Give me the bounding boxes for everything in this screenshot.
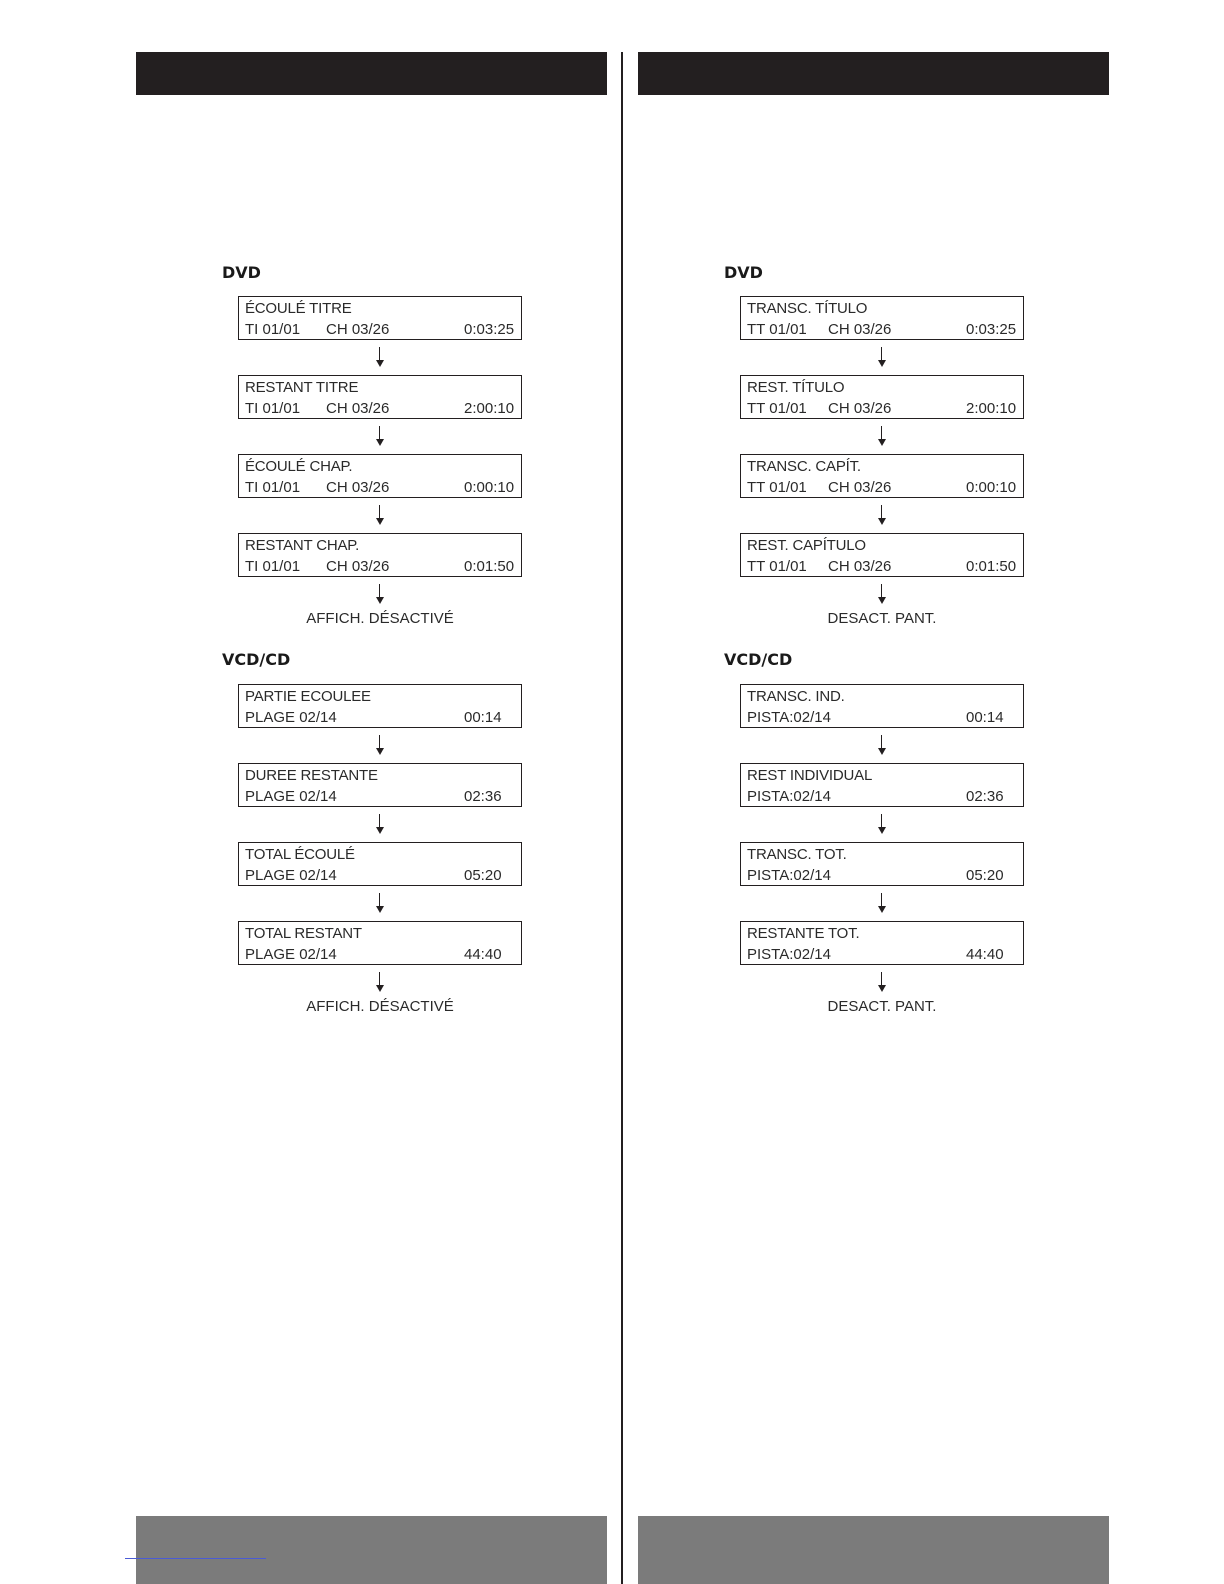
display-label: PARTIE ECOULEE	[245, 688, 371, 705]
vcd-heading: VCD/CD	[724, 650, 793, 669]
dvd-display-sequence	[238, 296, 523, 629]
display-time: 05:20	[966, 867, 1004, 884]
display-label: RESTANT TITRE	[245, 379, 359, 396]
down-arrow-icon	[238, 419, 522, 454]
display-time: 44:40	[464, 946, 502, 963]
down-arrow-icon	[238, 340, 522, 375]
down-arrow-icon	[740, 419, 1024, 454]
display-time: 0:01:50	[966, 558, 1017, 575]
down-arrow-icon	[740, 886, 1024, 921]
display-label: TRANSC. IND.	[747, 688, 845, 705]
display-label: TOTAL RESTANT	[245, 925, 362, 942]
display-box	[740, 296, 1024, 340]
display-track: TT 01/01	[747, 400, 807, 417]
display-track: TT 01/01	[747, 479, 807, 496]
display-box	[238, 921, 522, 965]
display-box	[740, 842, 1024, 886]
left-column	[222, 0, 642, 1100]
display-chapter: CH 03/26	[828, 321, 892, 338]
display-time: 0:03:25	[966, 321, 1017, 338]
display-track: TT 01/01	[747, 321, 807, 338]
down-arrow-icon	[238, 807, 522, 842]
display-label: ÉCOULÉ CHAP.	[245, 458, 353, 475]
down-arrow-icon	[238, 728, 522, 763]
dvd-heading: DVD	[222, 263, 261, 282]
display-time: 0:01:50	[464, 558, 515, 575]
down-arrow-icon	[740, 965, 1024, 1000]
footer-bar-left	[136, 1516, 607, 1584]
display-label: TRANSC. TOT.	[747, 846, 847, 863]
display-box	[740, 533, 1024, 577]
display-box	[740, 921, 1024, 965]
footer-bar-right	[638, 1516, 1109, 1584]
down-arrow-icon	[238, 498, 522, 533]
display-chapter: CH 03/26	[326, 321, 390, 338]
display-track: TI 01/01	[245, 321, 301, 338]
display-time: 02:36	[464, 788, 502, 805]
right-column	[724, 0, 1144, 1100]
down-arrow-icon	[740, 498, 1024, 533]
display-track: TI 01/01	[245, 400, 301, 417]
display-label: REST. TÍTULO	[747, 379, 845, 396]
display-off-label: AFFICH. DÉSACTIVÉ	[306, 610, 454, 627]
down-arrow-icon	[740, 577, 1024, 612]
display-chapter: CH 03/26	[828, 558, 892, 575]
display-off-label: DESACT. PANT.	[827, 610, 937, 627]
display-box	[238, 454, 522, 498]
down-arrow-icon	[238, 886, 522, 921]
display-time: 0:03:25	[464, 321, 515, 338]
display-time: 44:40	[966, 946, 1004, 963]
display-label: TOTAL ÉCOULÉ	[245, 846, 355, 863]
display-off-label: DESACT. PANT.	[827, 998, 937, 1015]
display-box	[238, 684, 522, 728]
down-arrow-icon	[238, 577, 522, 612]
display-box	[740, 763, 1024, 807]
display-box	[238, 375, 522, 419]
display-track: PLAGE 02/14	[245, 788, 337, 805]
display-label: REST INDIVIDUAL	[747, 767, 873, 784]
display-time: 0:00:10	[464, 479, 515, 496]
display-chapter: CH 03/26	[828, 479, 892, 496]
display-label: ÉCOULÉ TITRE	[245, 300, 352, 317]
vcd-display-sequence	[238, 684, 523, 1017]
vcd-heading: VCD/CD	[222, 650, 291, 669]
display-time: 0:00:10	[966, 479, 1017, 496]
display-label: REST. CAPÍTULO	[747, 537, 866, 554]
display-time: 00:14	[966, 709, 1004, 726]
display-box	[740, 375, 1024, 419]
display-box	[238, 763, 522, 807]
dvd-display-sequence	[740, 296, 1025, 629]
display-chapter: CH 03/26	[326, 479, 390, 496]
display-label: RESTANT CHAP.	[245, 537, 360, 554]
down-arrow-icon	[740, 807, 1024, 842]
display-track: PLAGE 02/14	[245, 867, 337, 884]
display-box	[740, 684, 1024, 728]
display-track: TI 01/01	[245, 479, 301, 496]
vcd-display-sequence	[740, 684, 1025, 1017]
display-track: PISTA:02/14	[747, 788, 831, 805]
down-arrow-icon	[740, 728, 1024, 763]
display-time: 2:00:10	[966, 400, 1017, 417]
display-label: DUREE RESTANTE	[245, 767, 378, 784]
display-chapter: CH 03/26	[326, 558, 390, 575]
display-time: 00:14	[464, 709, 502, 726]
display-label: TRANSC. CAPÍT.	[747, 458, 861, 475]
display-track: PLAGE 02/14	[245, 709, 337, 726]
display-box	[238, 533, 522, 577]
display-box	[238, 842, 522, 886]
down-arrow-icon	[740, 340, 1024, 375]
display-off-label: AFFICH. DÉSACTIVÉ	[306, 998, 454, 1015]
display-chapter: CH 03/26	[828, 400, 892, 417]
display-box	[740, 454, 1024, 498]
display-box	[238, 296, 522, 340]
link-underline	[125, 1558, 266, 1559]
display-chapter: CH 03/26	[326, 400, 390, 417]
dvd-heading: DVD	[724, 263, 763, 282]
display-time: 05:20	[464, 867, 502, 884]
display-label: RESTANTE TOT.	[747, 925, 860, 942]
display-track: PISTA:02/14	[747, 867, 831, 884]
display-time: 2:00:10	[464, 400, 515, 417]
down-arrow-icon	[238, 965, 522, 1000]
display-label: TRANSC. TÍTULO	[747, 300, 868, 317]
display-track: TI 01/01	[245, 558, 301, 575]
display-track: TT 01/01	[747, 558, 807, 575]
display-track: PISTA:02/14	[747, 946, 831, 963]
display-time: 02:36	[966, 788, 1004, 805]
display-track: PLAGE 02/14	[245, 946, 337, 963]
display-track: PISTA:02/14	[747, 709, 831, 726]
